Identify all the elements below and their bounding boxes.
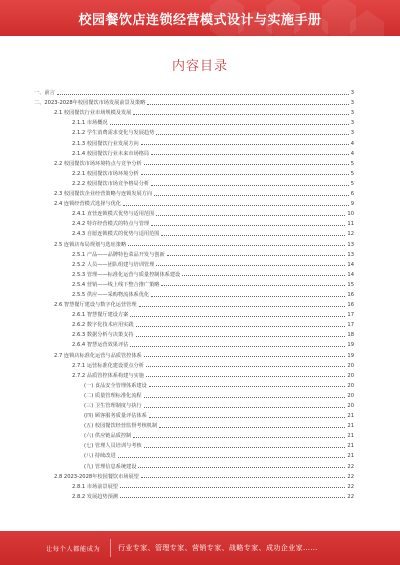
toc-entry-page: 3 — [350, 120, 354, 127]
toc-entry-title: 2.7.1 运营标准化建设要点分析 — [72, 362, 144, 369]
toc-dot-leader — [141, 477, 346, 478]
toc-entry-page: 3 — [350, 130, 354, 137]
toc-entry-title: 2.4.2 特许经营模式的特点与管理 — [72, 221, 150, 228]
toc-dot-leader — [139, 306, 346, 307]
toc-entry-page: 21 — [347, 443, 354, 450]
document-title: 校园餐饮店连锁经营模式设计与实施手册 — [78, 12, 322, 28]
toc-entry-title: 2.5.1 产品——品牌特色菜品开发与创新 — [72, 251, 165, 258]
toc-entry[interactable] — [34, 248, 354, 258]
toc-entry-title: 2.5.5 供应——采购物流体系优化 — [72, 291, 150, 298]
toc-entry[interactable] — [34, 480, 354, 490]
toc-entry[interactable] — [34, 207, 354, 217]
toc-entry-page: 16 — [347, 291, 354, 298]
toc-dot-leader — [146, 366, 345, 367]
toc-entry-page: 17 — [347, 312, 354, 319]
toc-entry-title: (一) 食品安全管理体系建设 — [84, 382, 147, 389]
toc-dot-leader — [159, 427, 345, 428]
toc-entry-title: 2.1 校园餐饮行业市场规模及发展 — [54, 110, 132, 117]
toc-entry[interactable] — [34, 227, 354, 237]
toc-entry-title: 2.2 校园餐饮市场环境特点与竞争分析 — [54, 160, 142, 167]
toc-entry-title: (九) 管理信息系统建设 — [84, 463, 137, 470]
toc-dot-leader — [151, 296, 345, 297]
toc-entry[interactable] — [34, 268, 354, 278]
toc-entry[interactable] — [34, 439, 354, 449]
toc-entry-page: 22 — [347, 483, 354, 490]
toc-entry-title: 2.2.2 校园餐饮市场竞争格局分析 — [72, 180, 150, 187]
toc-entry-title: 2.5.4 营销——线上线下整合推广策略 — [72, 281, 160, 288]
toc-entry-page: 14 — [347, 261, 354, 268]
toc-entry[interactable] — [34, 136, 354, 146]
toc-entry[interactable] — [34, 106, 354, 116]
toc-dot-leader — [151, 154, 349, 155]
toc-dot-leader — [149, 386, 346, 387]
toc-entry-title: (七) 管理人员培训与考核 — [84, 443, 142, 450]
toc-entry-title: 2.6 智慧餐厅建设与数字化运营管理 — [54, 302, 137, 309]
toc-entry-title: 2.8.1 市场前景展望 — [72, 483, 118, 490]
toc-entry-title: 2.4.1 直营连锁模式优势与适用范围 — [72, 211, 155, 218]
toc-entry[interactable] — [34, 409, 354, 419]
toc-entry-page: 3 — [350, 100, 354, 107]
toc-dot-leader — [182, 275, 345, 276]
toc-entry-title: 2.6.3 数据分析与决策支持 — [72, 332, 134, 339]
toc-dot-leader — [120, 487, 345, 488]
toc-entry-title: (八) 持续改进 — [84, 453, 116, 460]
toc-dot-leader — [136, 336, 346, 337]
toc-dot-leader — [144, 407, 346, 408]
toc-entry-title: 2.1.4 校园餐饮行业未来市场格局 — [72, 150, 150, 157]
toc-entry-page: 13 — [347, 251, 354, 258]
toc-entry-title: 2.7 连锁店标准化运营与品质管控体系 — [54, 352, 142, 359]
toc-entry-page: 13 — [347, 241, 354, 248]
toc-entry[interactable] — [34, 338, 354, 348]
toc-dot-leader — [167, 255, 346, 256]
toc-entry-page: 12 — [347, 231, 354, 238]
toc-entry-title: 2.8 2023-2028年校园餐饮市场展望 — [54, 473, 139, 480]
footer-slogan-left: 让每个人都能成为 — [46, 545, 101, 553]
toc-entry-page: 5 — [350, 180, 354, 187]
toc-entry[interactable] — [34, 157, 354, 167]
toc-entry[interactable] — [34, 126, 354, 136]
toc-entry-title: (二) 质量管理标准化流程 — [84, 392, 142, 399]
toc-dot-leader — [130, 316, 345, 317]
toc-entry-title: (五) 校园餐饮经营监督考核机制 — [84, 423, 158, 430]
toc-entry[interactable] — [34, 86, 354, 96]
toc-entry-title: 2.4.3 自愿连锁模式的优势与适用范围 — [72, 231, 160, 238]
toc-entry-title: (四) 顾客服务质量评估体系 — [84, 413, 147, 420]
toc-entry-page: 4 — [350, 140, 354, 147]
toc-dot-leader — [130, 346, 345, 347]
toc-dot-leader — [141, 174, 349, 175]
toc-entry-title: 2.2.1 校园餐饮市场环境分析 — [72, 170, 139, 177]
toc-dot-leader — [138, 467, 345, 468]
toc-dot-leader — [118, 457, 346, 458]
toc-entry-page: 22 — [347, 493, 354, 500]
toc-dot-leader — [156, 265, 345, 266]
toc-entry-title: 2.6.1 智慧餐厅建设方案 — [72, 312, 129, 319]
toc-dot-leader — [144, 164, 349, 165]
toc-dot-leader — [156, 215, 345, 216]
toc-dot-leader — [136, 326, 346, 327]
toc-entry-title: 2.1.2 学生消费需求变化与发展趋势 — [72, 130, 155, 137]
toc-entry-title: 2.7.2 品质管控体系构建与实施 — [72, 372, 144, 379]
toc-entry-page: 3 — [350, 90, 354, 97]
header-banner — [0, 0, 400, 36]
toc-entry[interactable] — [34, 359, 354, 369]
toc-entry-title: 一、前言 — [34, 90, 55, 97]
toc-entry-page: 20 — [347, 403, 354, 409]
toc-entry-title: 2.5.3 管理——标准化运营与质量控制体系建设 — [72, 271, 181, 278]
table-of-contents — [34, 86, 354, 500]
toc-entry-title: 2.5 连锁店布局规划与选址策略 — [54, 241, 127, 248]
toc-dot-leader — [128, 245, 345, 246]
toc-entry[interactable] — [34, 96, 354, 106]
toc-entry[interactable] — [34, 167, 354, 177]
toc-entry-page: 6 — [350, 191, 354, 198]
toc-entry-page: 10 — [347, 211, 354, 218]
toc-entry[interactable] — [34, 237, 354, 247]
toc-entry-page: 17 — [347, 322, 354, 329]
toc-entry[interactable] — [34, 419, 354, 429]
toc-entry-page: 11 — [347, 221, 354, 228]
toc-dot-leader — [156, 134, 348, 135]
toc-entry-page: 3 — [350, 110, 354, 117]
toc-dot-leader — [123, 205, 349, 206]
toc-dot-leader — [133, 114, 348, 115]
toc-entry-page: 21 — [347, 413, 354, 420]
toc-entry[interactable] — [34, 116, 354, 126]
toc-dot-leader — [161, 235, 345, 236]
toc-dot-leader — [144, 447, 346, 448]
toc-dot-leader — [120, 497, 345, 498]
toc-entry-page: 5 — [350, 170, 354, 177]
toc-entry[interactable] — [34, 318, 354, 328]
toc-entry-title: 2.8.2 发展趋势预测 — [72, 493, 118, 500]
toc-entry-title: (三) 卫生管理制度与执行 — [84, 403, 142, 409]
toc-entry-page: 18 — [347, 332, 354, 339]
toc-entry-title: 2.4 连锁经营模式选择与优化 — [54, 201, 121, 208]
toc-entry-page: 21 — [347, 423, 354, 430]
toc-entry[interactable] — [34, 298, 354, 308]
toc-dot-leader — [133, 437, 345, 438]
toc-entry-title: 2.1.1 市场概况 — [72, 120, 108, 127]
toc-entry-page: 19 — [347, 342, 354, 349]
toc-entry[interactable] — [34, 490, 354, 500]
toc-dot-leader — [154, 195, 349, 196]
toc-entry-page: 20 — [347, 372, 354, 379]
toc-entry-title: 2.6.2 数字化技术应用实践 — [72, 322, 134, 329]
toc-dot-leader — [144, 356, 346, 357]
toc-entry-title: 2.5.2 人员——团队组建与培训管理 — [72, 261, 155, 268]
toc-entry[interactable] — [34, 379, 354, 389]
toc-entry-page: 21 — [347, 433, 354, 440]
toc-entry[interactable] — [34, 348, 354, 358]
toc-entry-page: 22 — [347, 473, 354, 480]
toc-entry-title: (六) 供应链品质控制 — [84, 433, 132, 440]
toc-entry[interactable] — [34, 399, 354, 409]
toc-dot-leader — [144, 397, 346, 398]
toc-dot-leader — [146, 376, 345, 377]
toc-entry[interactable] — [34, 369, 354, 379]
toc-dot-leader — [149, 417, 346, 418]
toc-entry[interactable] — [34, 278, 354, 288]
toc-entry-page: 15 — [347, 281, 354, 288]
toc-entry[interactable] — [34, 288, 354, 298]
toc-entry-title: 二、2023-2028年校园餐饮市场发展前景及策略 — [34, 100, 146, 107]
toc-heading: 内容目录 — [171, 59, 228, 74]
toc-dot-leader — [147, 104, 348, 105]
toc-entry-page: 19 — [347, 352, 354, 359]
toc-entry-page: 9 — [350, 201, 354, 208]
toc-entry[interactable] — [34, 258, 354, 268]
toc-entry-title: 2.6.4 智慧运营效果评估 — [72, 342, 129, 349]
toc-entry-title: 2.1.3 校园餐饮行业发展方向 — [72, 140, 139, 147]
toc-dot-leader — [151, 185, 349, 186]
toc-dot-leader — [141, 144, 349, 145]
toc-entry-page: 20 — [347, 382, 354, 389]
toc-entry[interactable] — [34, 389, 354, 399]
toc-entry-page: 5 — [350, 160, 354, 167]
toc-entry-page: 20 — [347, 362, 354, 369]
footer-slogan-right: 行业专家、管理专家、营销专家、战略专家、成功企业家…… — [118, 544, 318, 552]
footer-divider — [110, 539, 111, 557]
toc-entry[interactable] — [34, 217, 354, 227]
toc-entry-page: 21 — [347, 453, 354, 460]
toc-entry[interactable] — [34, 429, 354, 439]
toc-entry[interactable] — [34, 177, 354, 187]
toc-entry-page: 22 — [347, 463, 354, 470]
toc-entry[interactable] — [34, 197, 354, 207]
toc-entry[interactable] — [34, 308, 354, 318]
toc-entry-page: 20 — [347, 392, 354, 399]
toc-entry[interactable] — [34, 187, 354, 197]
toc-dot-leader — [161, 285, 345, 286]
toc-entry-page: 16 — [347, 302, 354, 309]
toc-entry-page: 14 — [347, 271, 354, 278]
toc-entry[interactable] — [34, 328, 354, 338]
toc-dot-leader — [110, 124, 349, 125]
footer-banner — [0, 531, 400, 565]
toc-entry-title: 2.3 校园餐饮企业经营策略与连锁发展方向 — [54, 191, 153, 198]
toc-entry[interactable] — [34, 147, 354, 157]
toc-dot-leader — [57, 94, 349, 95]
toc-entry[interactable] — [34, 449, 354, 459]
toc-entry-page: 4 — [350, 150, 354, 157]
toc-entry[interactable] — [34, 459, 354, 469]
toc-entry[interactable] — [34, 470, 354, 480]
toc-dot-leader — [151, 225, 345, 226]
